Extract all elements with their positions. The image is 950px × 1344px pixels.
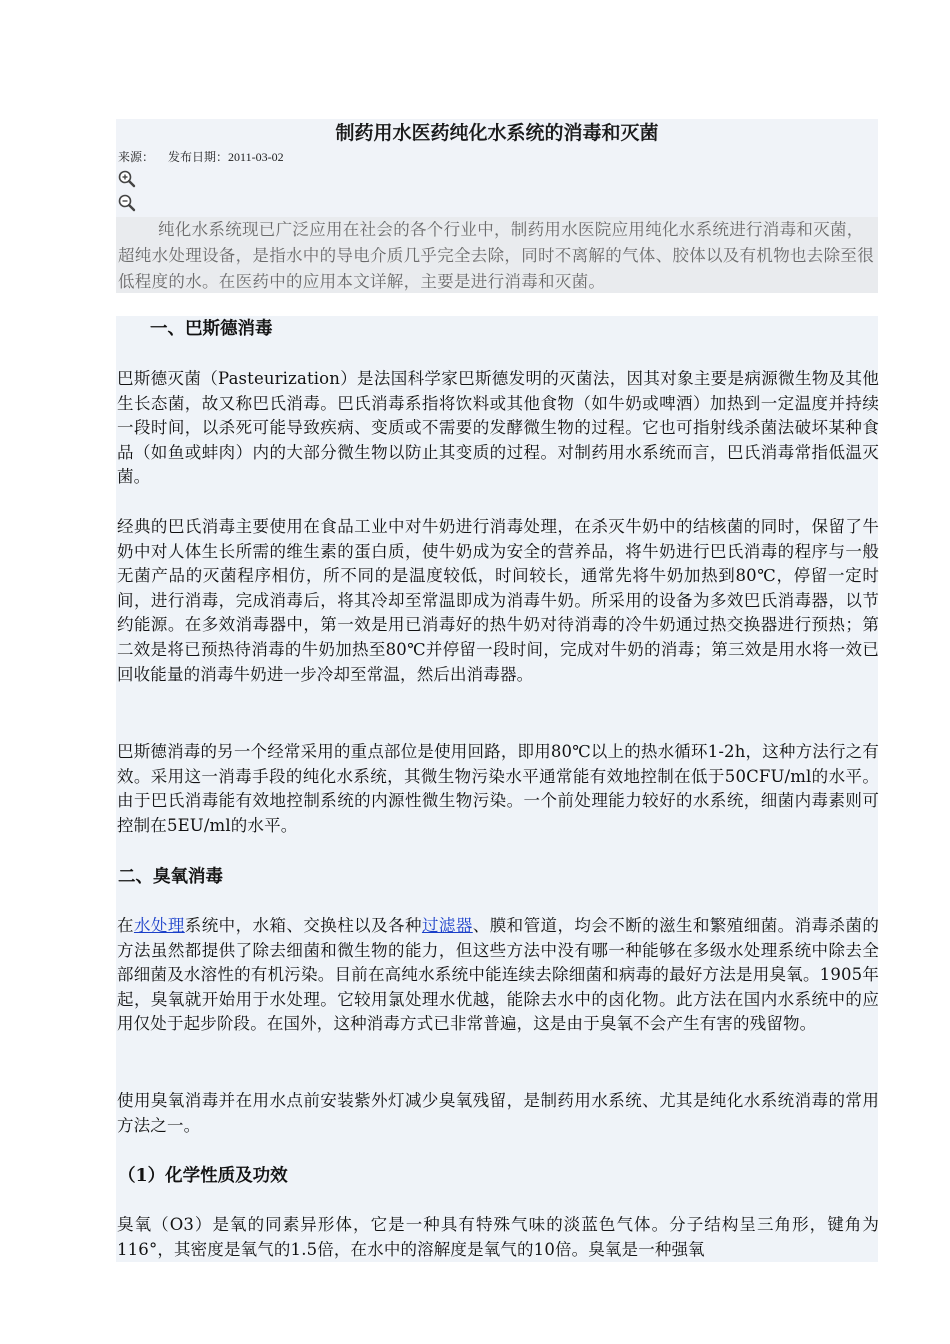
paragraph-ozone-chemistry: 臭氧（O3）是氧的同素异形体，它是一种具有特殊气味的淡蓝色气体。分子结构呈三角形，键角为116°，其密度是氧气的1.5倍，在水中的溶解度是氧气的10倍。臭氧是一种强氧 — [117, 1215, 879, 1259]
source-label: 来源： — [118, 150, 155, 164]
text-fragment: 系统中，水箱、交换柱以及各种 — [184, 916, 422, 935]
paragraph-pasteurization-intro: 巴斯德灭菌（Pasteurization）是法国科学家巴斯德发明的灭菌法，因其对象主要是病源微生物及其他生长态菌，故又称巴氏消毒。巴氏消毒系指将饮料或其他食物（如牛奶或啤酒）加热到一定温度并持续一段时间，以杀死可能导致疾病、变质或不需要的发酵微生物的过程。它也可指射线杀菌法破坏某种食品（如鱼或蚌肉）内的大部分微生物以防止其变质的过程。对制药用水系统而言，巴氏消毒常指低温灭菌。 — [117, 369, 879, 487]
publish-date: 发布日期：2011-03-02 — [168, 150, 284, 164]
text-fragment: 在 — [117, 916, 134, 935]
article-title: 制药用水医药纯化水系统的消毒和灭菌 — [335, 122, 659, 144]
section-heading-ozone: 二、臭氧消毒 — [118, 867, 223, 887]
paragraph-milk-pasteurization: 经典的巴氏消毒主要使用在食品工业中对牛奶进行消毒处理，在杀灭牛奶中的结核菌的同时，保留了牛奶中对人体生长所需的维生素的蛋白质，使牛奶成为安全的营养品，将牛奶进行巴氏消毒的程序与一般无菌产品的灭菌程序相仿，所不同的是温度较低，时间较长，通常先将牛奶加热到80℃，停留一定时间，进行消毒，完成消毒后，将其冷却至常温即成为消毒牛奶。所采用的设备为多效巴氏消毒器，以节约能源。在多效消毒器中，第一效是用已消毒好的热牛奶对待消毒的冷牛奶通过热交换器进行预热；第二效是将已预热待消毒的牛奶加热至80℃并停留一段时间，完成对牛奶的消毒；第三效是用水将一效已回收能量的消毒牛奶进一步冷却至常温，然后出消毒器。 — [117, 517, 879, 684]
subsection-heading-chemical-properties: （1）化学性质及功效 — [118, 1166, 288, 1186]
intro-paragraph: 纯化水系统现已广泛应用在社会的各个行业中，制药用水医院应用纯化水系统进行消毒和灭菌，超纯水处理设备，是指水中的导电介质几乎完全去除，同时不离解的气体、胶体以及有机物也去除至很低程度的水。在医药中的应用本文详解，主要是进行消毒和灭菌。 — [116, 217, 878, 293]
zoom-in-icon[interactable] — [117, 169, 137, 189]
paragraph-ozone-intro — [117, 914, 879, 1037]
text-fragment: 、膜和管道，均会不断的滋生和繁殖细菌。消毒杀菌的方法虽然都提供了除去细菌和微生物的能力，但这些方法中没有哪一种能够在多级水处理系统中除去全部细菌及水溶性的有机污染。目前在高纯水系统中能连续去除细菌和病毒的最好方法是用臭氧。1905年起，臭氧就开始用于水处理。它较用氯处理水优越，能除去水中的卤化物。此方法在国内水系统中的应用仅处于起步阶段。在国外，这种消毒方式已非常普遍，这是由于臭氧不会产生有害的残留物。 — [117, 916, 880, 1034]
paragraph-hot-water-loop: 巴斯德消毒的另一个经常采用的重点部位是使用回路，即用80℃以上的热水循环1-2h，这种方法行之有效。采用这一消毒手段的纯化水系统，其微生物污染水平通常能有效地控制在低于50CFU/ml的水平。由于巴氏消毒能有效地控制系统的内源性微生物污染。一个前处理能力较好的水系统，细菌内毒素则可控制在5EU/ml的水平。 — [117, 742, 879, 835]
zoom-out-icon[interactable] — [117, 193, 137, 213]
paragraph-ozone-usage: 使用臭氧消毒并在用水点前安装紫外灯减少臭氧残留，是制药用水系统、尤其是纯化水系统消毒的常用方法之一。 — [117, 1091, 879, 1135]
article-meta — [118, 148, 298, 166]
section-heading-pasteurization: 一、巴斯德消毒 — [150, 319, 273, 339]
filter-link[interactable]: 过滤器 — [421, 916, 473, 935]
water-treatment-link[interactable]: 水处理 — [133, 916, 185, 935]
